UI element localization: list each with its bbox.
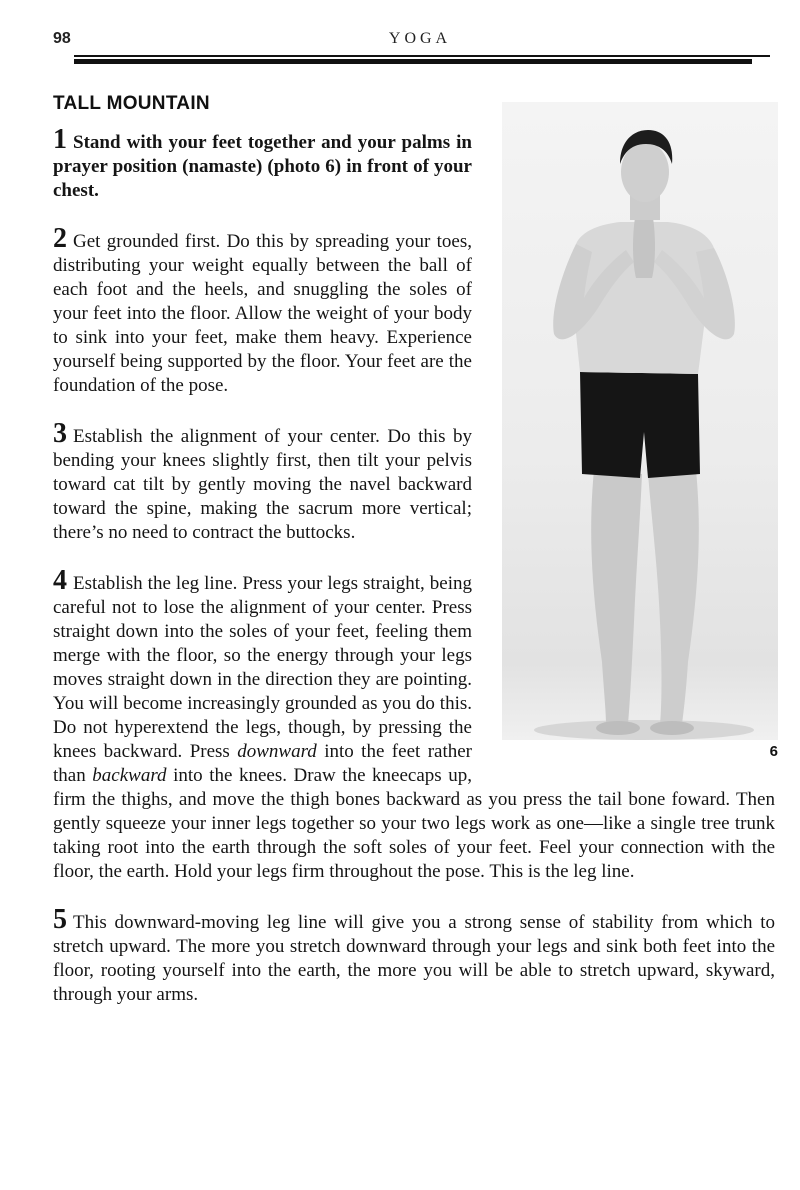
step-text: Stand with your feet together and your palms in prayer position (namaste) (photo 6) in front of your chest. [53, 132, 472, 201]
section-title: TALL MOUNTAIN [53, 93, 210, 114]
step-number: 3 [53, 418, 67, 449]
step-number: 2 [53, 223, 67, 254]
step-text-b: into the feet rather than [53, 741, 472, 786]
page-number: 98 [53, 30, 71, 47]
figure [488, 102, 778, 777]
header-rule-thin [74, 55, 770, 57]
emphasis-backward: backward [92, 765, 167, 786]
step-text: Get grounded first. Do this by spreading your toes, distributing your weight equally between the ball of each foot and the heels, and snuggling the soles of your feet into the floor. Allow the weight of your body to sink into your feet, make them heavy. Experience yourself being supported by the floor. Your feet are the foundation of the pose. [53, 231, 472, 396]
running-head: YOGA [388, 30, 452, 47]
step-number: 4 [53, 565, 67, 596]
step-text: Establish the alignment of your center. Do this by bending your knees slightly first, then tilt your pelvis toward cat tilt by gently moving the navel backward toward the spine, making the sacrum more vertical; there’s no need to contract the buttocks. [53, 426, 472, 543]
step-text-c: into the knees. Draw the kneecaps up, firm the thighs, and move the thigh bones backward as you press the tail bone foward. Then gently squeeze your inner legs together so your two legs work as one—like a single tree trunk taking root into the earth through the soft soles of your feet. Feel your connection with the floor, the earth. Hold your legs firm throughout the pose. This is the leg line. [53, 765, 775, 882]
page-header [0, 0, 800, 70]
body-text [53, 124, 778, 1031]
emphasis-downward: downward [237, 741, 317, 762]
step-number: 1 [53, 124, 67, 155]
figure-number: 6 [769, 743, 778, 760]
step-5 [53, 904, 775, 1007]
step-text: This downward-moving leg line will give you a strong sense of stability from which to stretch upward. The more you stretch downward through your legs and sink both feet into the floor, rooting yourself into the earth, the more you will be able to stretch upward, skyward, through your arms. [53, 912, 775, 1005]
pose-photo [502, 102, 778, 740]
header-rule-thick [74, 59, 752, 64]
standing-figure-illustration [502, 102, 778, 740]
step-text-a: Establish the leg line. Press your legs straight, being careful not to lose the alignment of your center. Press straight down into the soles of your feet, feeling them merge with the floor, so the energy through your legs moves straight down in the direction they are pointing. You will become increasingly grounded as you do this. Do not hyperextend the legs, though, by pressing the knees backward. Press [53, 573, 472, 762]
step-number: 5 [53, 904, 67, 935]
